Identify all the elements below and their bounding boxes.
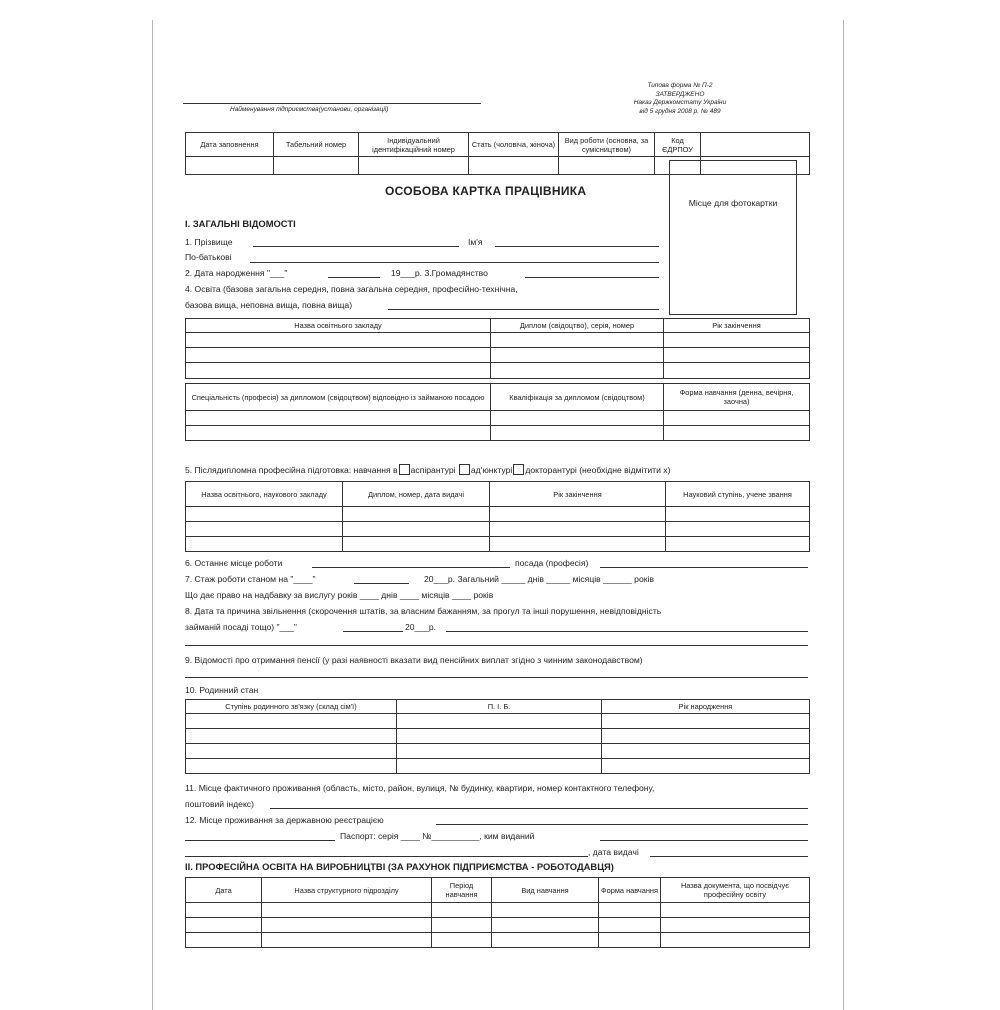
table-row	[186, 744, 810, 759]
workplace-training-table	[185, 877, 810, 948]
table-cell[interactable]	[397, 729, 602, 744]
value-sex[interactable]	[469, 157, 559, 175]
table-cell[interactable]	[666, 537, 810, 552]
col-qualification: Кваліфікація за дипломом (свідоцтвом)	[491, 384, 664, 411]
passport-issuer-field[interactable]	[600, 840, 808, 841]
col-certificate: Назва документа, що посвідчує професійну освіту	[661, 878, 810, 903]
table-cell[interactable]	[262, 903, 432, 918]
table-row	[186, 729, 810, 744]
family-label: 10. Родинний стан	[185, 685, 259, 695]
postgrad-table-header	[186, 482, 810, 507]
value-personnel-number[interactable]	[274, 157, 359, 175]
table-cell[interactable]	[262, 918, 432, 933]
table-cell[interactable]	[664, 411, 810, 426]
registration-field[interactable]	[436, 824, 808, 825]
table-cell[interactable]	[661, 918, 810, 933]
form-order: Наказ Держкомстату України	[633, 99, 727, 106]
col-institution: Назва освітнього закладу	[186, 319, 491, 333]
table-row	[186, 522, 810, 537]
table-cell[interactable]	[186, 507, 343, 522]
dismissal-label-2: займаній посаді тощо) "___"	[185, 622, 297, 632]
table-row	[186, 714, 810, 729]
table-cell[interactable]	[492, 933, 599, 948]
table-cell[interactable]	[491, 333, 664, 348]
actual-address-label-1: 11. Місце фактичного проживання (область, місто, район, вулиця, № будинку, квартири, номер контактного телефону,	[185, 783, 655, 793]
form-date: від 5 грудня 2008 р. № 489	[639, 107, 721, 115]
table-cell[interactable]	[432, 933, 492, 948]
experience-month-field[interactable]	[354, 583, 409, 584]
table-cell[interactable]	[490, 537, 666, 552]
table-cell[interactable]	[602, 714, 810, 729]
table-cell[interactable]	[492, 903, 599, 918]
aspirantura-label: аспірантурі	[410, 465, 456, 475]
passport-label: Паспорт: серія ____ №__________, ким виданий	[340, 831, 535, 841]
position-label: посада (професія)	[515, 558, 589, 568]
form-number: Типова форма № П-2	[647, 82, 713, 89]
form-approval-block	[600, 82, 760, 116]
table-cell[interactable]	[186, 759, 397, 774]
registration-label: 12. Місце проживання за державною реєстрацією	[185, 815, 384, 825]
table-cell[interactable]	[186, 918, 262, 933]
actual-address-label-2: поштовий індекс)	[185, 799, 254, 809]
postgrad-table	[185, 481, 810, 552]
adjunktura-label: ад'юнктурі	[470, 465, 513, 475]
table-cell[interactable]	[491, 426, 664, 441]
passport-issuer-extra-field[interactable]	[185, 856, 588, 857]
table-cell[interactable]	[262, 933, 432, 948]
table-cell[interactable]	[599, 933, 661, 948]
col-birth-year: Рік народження	[602, 700, 810, 714]
table-cell[interactable]	[661, 933, 810, 948]
table-cell[interactable]	[397, 714, 602, 729]
table-cell[interactable]	[186, 537, 343, 552]
enterprise-line	[183, 103, 481, 104]
table-row	[186, 903, 810, 918]
postgrad-label: 5. Післядипломна професійна підготовка: навчання в	[185, 465, 398, 475]
experience-label: 7. Стаж роботи станом на "____"	[185, 574, 316, 584]
table-cell[interactable]	[397, 759, 602, 774]
table-cell[interactable]	[186, 933, 262, 948]
table-row	[186, 759, 810, 774]
education-label-1: 4. Освіта (базова загальна середня, повна загальна середня, професійно-технічна,	[185, 284, 518, 294]
value-tax-id[interactable]	[359, 157, 469, 175]
table-row	[186, 348, 810, 363]
enterprise-caption: Найменування підприємства(установи, організації)	[230, 106, 389, 113]
top-info-header-row	[186, 133, 810, 157]
col-relation: Ступінь родинного зв'язку (склад сім'ї)	[186, 700, 397, 714]
surname-field[interactable]	[253, 246, 459, 247]
col-graduation-year: Рік закінчення	[664, 319, 810, 333]
table-cell[interactable]	[491, 411, 664, 426]
table-row	[186, 333, 810, 348]
col-study-form: Форма навчання (денна, вечірня, заочна)	[664, 384, 810, 411]
dismissal-label-1: 8. Дата та причина звільнення (скорочення штатів, за власним бажанням, за прогул та інші порушення, невідповідність	[185, 606, 662, 616]
family-table-header	[186, 700, 810, 714]
birth-month-field[interactable]	[328, 277, 380, 278]
table-cell[interactable]	[664, 333, 810, 348]
header-tax-id: Індивідуальний ідентифікаційний номер	[359, 133, 469, 157]
issue-date-label: , дата видачі	[588, 847, 639, 857]
education-field[interactable]	[388, 309, 659, 310]
specialty-table	[185, 383, 810, 441]
table-cell[interactable]	[602, 729, 810, 744]
table-cell[interactable]	[664, 348, 810, 363]
header-blank	[701, 133, 810, 157]
table-cell[interactable]	[343, 537, 490, 552]
dismissal-year-label: 20___р.	[405, 622, 437, 632]
table-cell[interactable]	[186, 348, 491, 363]
table-cell[interactable]	[664, 426, 810, 441]
table-cell[interactable]	[343, 522, 490, 537]
col-training-type: Вид навчання	[492, 878, 599, 903]
table-cell[interactable]	[492, 918, 599, 933]
table-row	[186, 507, 810, 522]
header-fill-date: Дата заповнення	[186, 133, 274, 157]
header-edrpou: Код ЄДРПОУ	[655, 133, 701, 157]
table-cell[interactable]	[602, 744, 810, 759]
name-label: Ім'я	[468, 237, 483, 247]
table-cell[interactable]	[490, 507, 666, 522]
photo-placeholder	[669, 160, 797, 315]
education-table	[185, 318, 810, 379]
col-degree: Науковий ступінь, учене звання	[666, 482, 810, 507]
table-cell[interactable]	[661, 903, 810, 918]
last-work-field[interactable]	[312, 567, 510, 568]
table-cell[interactable]	[491, 363, 664, 379]
bonus-label: Що дає право на надбавку за вислугу років ____ днів ____ місяців ____ років	[185, 590, 494, 600]
col-specialty: Спеціальність (професія) за дипломом (свідоцтвом) відповідно із займаною посадою	[186, 384, 491, 411]
last-work-label: 6. Останнє місце роботи	[185, 558, 283, 568]
table-cell[interactable]	[664, 363, 810, 379]
table-cell[interactable]	[666, 507, 810, 522]
birth-year-label: 19___р. 3.Громадянство	[391, 268, 488, 278]
col-full-name: П. І. Б.	[397, 700, 602, 714]
col-diploma-number-date: Диплом, номер, дата видачі	[343, 482, 490, 507]
col-date: Дата	[186, 878, 262, 903]
experience-total-label: 20___р. Загальний _____ днів _____ місяців ______ років	[424, 574, 654, 584]
table-row	[186, 426, 810, 441]
position-field[interactable]	[600, 567, 808, 568]
value-work-type[interactable]	[559, 157, 655, 175]
table-cell[interactable]	[186, 333, 491, 348]
table-row	[186, 537, 810, 552]
table-cell[interactable]	[490, 522, 666, 537]
name-field[interactable]	[495, 246, 659, 247]
form-approved: ЗАТВЕРДЖЕНО	[655, 90, 705, 98]
col-period: Період навчання	[432, 878, 492, 903]
registration-extra-field[interactable]	[185, 840, 335, 841]
table-row	[186, 411, 810, 426]
table-cell[interactable]	[397, 744, 602, 759]
col-training-form: Форма навчання	[599, 878, 661, 903]
table-cell[interactable]	[343, 507, 490, 522]
header-work-type: Вид роботи (основна, за сумісництвом)	[559, 133, 655, 157]
table-cell[interactable]	[186, 363, 491, 379]
table-row	[186, 933, 810, 948]
patronymic-label: По-батькові	[185, 252, 232, 262]
col-department: Назва структурного підрозділу	[262, 878, 432, 903]
section-1-heading: І. ЗАГАЛЬНІ ВІДОМОСТІ	[185, 218, 296, 229]
dismissal-extra-field[interactable]	[185, 645, 808, 646]
table-cell[interactable]	[186, 729, 397, 744]
table-cell[interactable]	[602, 759, 810, 774]
table-cell[interactable]	[186, 522, 343, 537]
page-title: ОСОБОВА КАРТКА ПРАЦІВНИКА	[385, 184, 587, 198]
patronymic-field[interactable]	[250, 262, 659, 263]
postgrad-line	[185, 464, 670, 476]
aspirantura-checkbox[interactable]	[399, 464, 410, 475]
table-cell[interactable]	[432, 903, 492, 918]
pension-field[interactable]	[185, 677, 808, 678]
birth-date-label: 2. Дата народження "___"	[185, 268, 288, 278]
table-row	[186, 363, 810, 379]
pension-label: 9. Відомості про отримання пенсії (у разі наявності вказати вид пенсійних виплат згідно з чинним законодавством)	[185, 655, 643, 665]
col-postgrad-year: Рік закінчення	[490, 482, 666, 507]
table-cell[interactable]	[186, 714, 397, 729]
col-scientific-institution: Назва освітнього, наукового закладу	[186, 482, 343, 507]
specialty-table-header	[186, 384, 810, 411]
table-cell[interactable]	[186, 426, 491, 441]
dismissal-reason-field[interactable]	[446, 631, 808, 632]
table-cell[interactable]	[599, 903, 661, 918]
photo-label: Місце для фотокартки	[688, 198, 778, 208]
table-cell[interactable]	[186, 903, 262, 918]
doktorantura-label: докторантурі (необхідне відмітити х)	[525, 465, 671, 475]
table-cell[interactable]	[432, 918, 492, 933]
training-table-header	[186, 878, 810, 903]
adjunktura-checkbox[interactable]	[459, 464, 470, 475]
citizenship-field[interactable]	[525, 277, 659, 278]
education-label-2: базова вища, неповна вища, повна вища)	[185, 300, 353, 310]
table-cell[interactable]	[599, 918, 661, 933]
col-diploma: Диплом (свідоцтво), серія, номер	[491, 319, 664, 333]
table-cell[interactable]	[666, 522, 810, 537]
table-cell[interactable]	[491, 348, 664, 363]
header-sex: Стать (чоловіча, жіноча)	[469, 133, 559, 157]
actual-address-field[interactable]	[270, 808, 808, 809]
education-table-header	[186, 319, 810, 333]
section-2-heading: ІІ. ПРОФЕСІЙНА ОСВІТА НА ВИРОБНИЦТВІ (ЗА РАХУНОК ПІДПРИЄМСТВА - РОБОТОДАВЦЯ)	[185, 861, 614, 872]
surname-label: 1. Прізвище	[185, 237, 233, 247]
dismissal-month-field[interactable]	[343, 631, 403, 632]
header-personnel-number: Табельний номер	[274, 133, 359, 157]
value-fill-date[interactable]	[186, 157, 274, 175]
family-table	[185, 699, 810, 774]
issue-date-field[interactable]	[650, 856, 808, 857]
table-cell[interactable]	[186, 744, 397, 759]
table-cell[interactable]	[186, 411, 491, 426]
table-row	[186, 918, 810, 933]
doktorantura-checkbox[interactable]	[513, 464, 524, 475]
